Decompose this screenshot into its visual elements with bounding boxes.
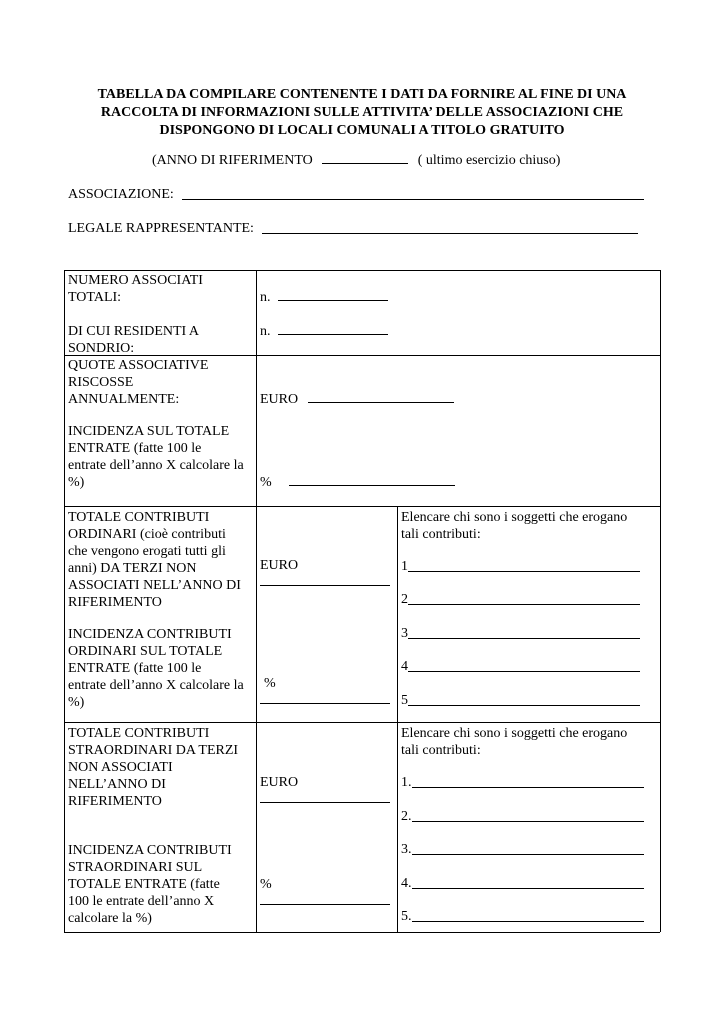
anno-label: (ANNO DI RIFERIMENTO — [152, 153, 313, 168]
ordinari-entry-3[interactable]: 3 — [401, 626, 640, 642]
ordinari-percent-line[interactable] — [260, 702, 390, 704]
straordinari-entry-3[interactable]: 3. — [401, 842, 644, 858]
row1-label-b: DI CUI RESIDENTI A SONDRIO: — [68, 324, 200, 356]
straordinari-euro-field[interactable]: EURO — [260, 774, 390, 808]
quote-euro-line[interactable] — [308, 401, 454, 403]
ordinari-euro-field[interactable]: EURO — [260, 557, 390, 591]
table-border-left — [64, 270, 65, 932]
straordinari-entry-5[interactable]: 5. — [401, 909, 644, 925]
title-line-2: RACCOLTA DI INFORMAZIONI SULLE ATTIVITA’ DELLE ASSOCIAZIONI CHE — [100, 105, 624, 120]
table-border-right — [660, 270, 661, 932]
ordinari-entry-1[interactable]: 1 — [401, 559, 640, 575]
residenti-sondrio-field[interactable]: n. — [260, 323, 388, 340]
column-divider-2 — [397, 506, 398, 932]
data-table — [64, 270, 660, 932]
row4-label-a: TOTALE CONTRIBUTI STRAORDINARI DA TERZI NON ASSOCIATI NELL’ANNO DI RIFERIMENTO — [68, 726, 239, 809]
associazione-row — [68, 187, 644, 203]
row-divider-3 — [64, 722, 660, 723]
anno-input-line[interactable] — [322, 163, 408, 164]
row2-label-b: INCIDENZA SUL TOTALE ENTRATE (fatte 100 le entrate dell’anno X calcolare la %) — [68, 424, 244, 490]
ordinari-euro-line[interactable] — [260, 584, 390, 586]
ordinari-entry-5[interactable]: 5 — [401, 693, 640, 709]
numero-associati-line[interactable] — [278, 299, 388, 301]
straordinari-percent-line[interactable] — [260, 903, 390, 905]
table-border-top — [64, 270, 660, 271]
row4-label-b: INCIDENZA CONTRIBUTI STRAORDINARI SUL TOTALE ENTRATE (fatte 100 le entrate dell’anno X calcolare la %) — [68, 843, 232, 926]
row-divider-2 — [64, 506, 660, 507]
title-line-1: TABELLA DA COMPILARE CONTENENTE I DATI DA FORNIRE AL FINE DI UNA — [97, 87, 627, 102]
legale-rappresentante-input-line[interactable] — [262, 232, 638, 234]
row2-label-a: QUOTE ASSOCIATIVE RISCOSSE ANNUALMENTE: — [68, 358, 209, 407]
column-divider-1 — [256, 270, 257, 932]
legale-rappresentante-label: LEGALE RAPPRESENTANTE: — [68, 221, 254, 236]
straordinari-list-intro: Elencare chi sono i soggetti che erogano tali contributi: — [401, 726, 628, 758]
anno-note: ( ultimo esercizio chiuso) — [417, 153, 561, 168]
straordinari-entry-1[interactable]: 1. — [401, 775, 644, 791]
row1-label-a: NUMERO ASSOCIATI TOTALI: — [68, 273, 203, 305]
row3-label-b: INCIDENZA CONTRIBUTI ORDINARI SUL TOTALE ENTRATE (fatte 100 le entrate dell’anno X calcolare la %) — [68, 627, 244, 710]
row3-label-a: TOTALE CONTRIBUTI ORDINARI (cioè contributi che vengono erogati tutti gli anni) DA TERZI NON ASSOCIATI NELL’ANNO DI RIFERIMENTO — [68, 510, 241, 610]
ordinari-percent-field[interactable]: % — [264, 675, 390, 709]
ordinari-list-intro: Elencare chi sono i soggetti che erogano tali contributi: — [401, 510, 628, 542]
anno-riferimento-row — [152, 153, 560, 169]
legale-rappresentante-row — [68, 221, 638, 237]
ordinari-entry-2[interactable]: 2 — [401, 592, 640, 608]
associazione-label: ASSOCIAZIONE: — [68, 187, 174, 202]
residenti-sondrio-line[interactable] — [278, 333, 388, 335]
document-title — [40, 86, 684, 140]
ordinari-entry-4[interactable]: 4 — [401, 659, 640, 675]
straordinari-percent-field[interactable]: % — [260, 876, 390, 910]
straordinari-entry-2[interactable]: 2. — [401, 809, 644, 825]
quote-euro-field[interactable]: EURO — [260, 391, 454, 408]
straordinari-euro-line[interactable] — [260, 801, 390, 803]
quote-percent-line[interactable] — [289, 484, 455, 486]
quote-percent-field[interactable]: % — [260, 474, 455, 491]
associazione-input-line[interactable] — [182, 198, 644, 200]
table-border-bottom — [64, 932, 660, 933]
straordinari-entry-4[interactable]: 4. — [401, 876, 644, 892]
numero-associati-field[interactable]: n. — [260, 289, 388, 306]
title-line-3: DISPONGONO DI LOCALI COMUNALI A TITOLO GRATUITO — [159, 123, 565, 138]
